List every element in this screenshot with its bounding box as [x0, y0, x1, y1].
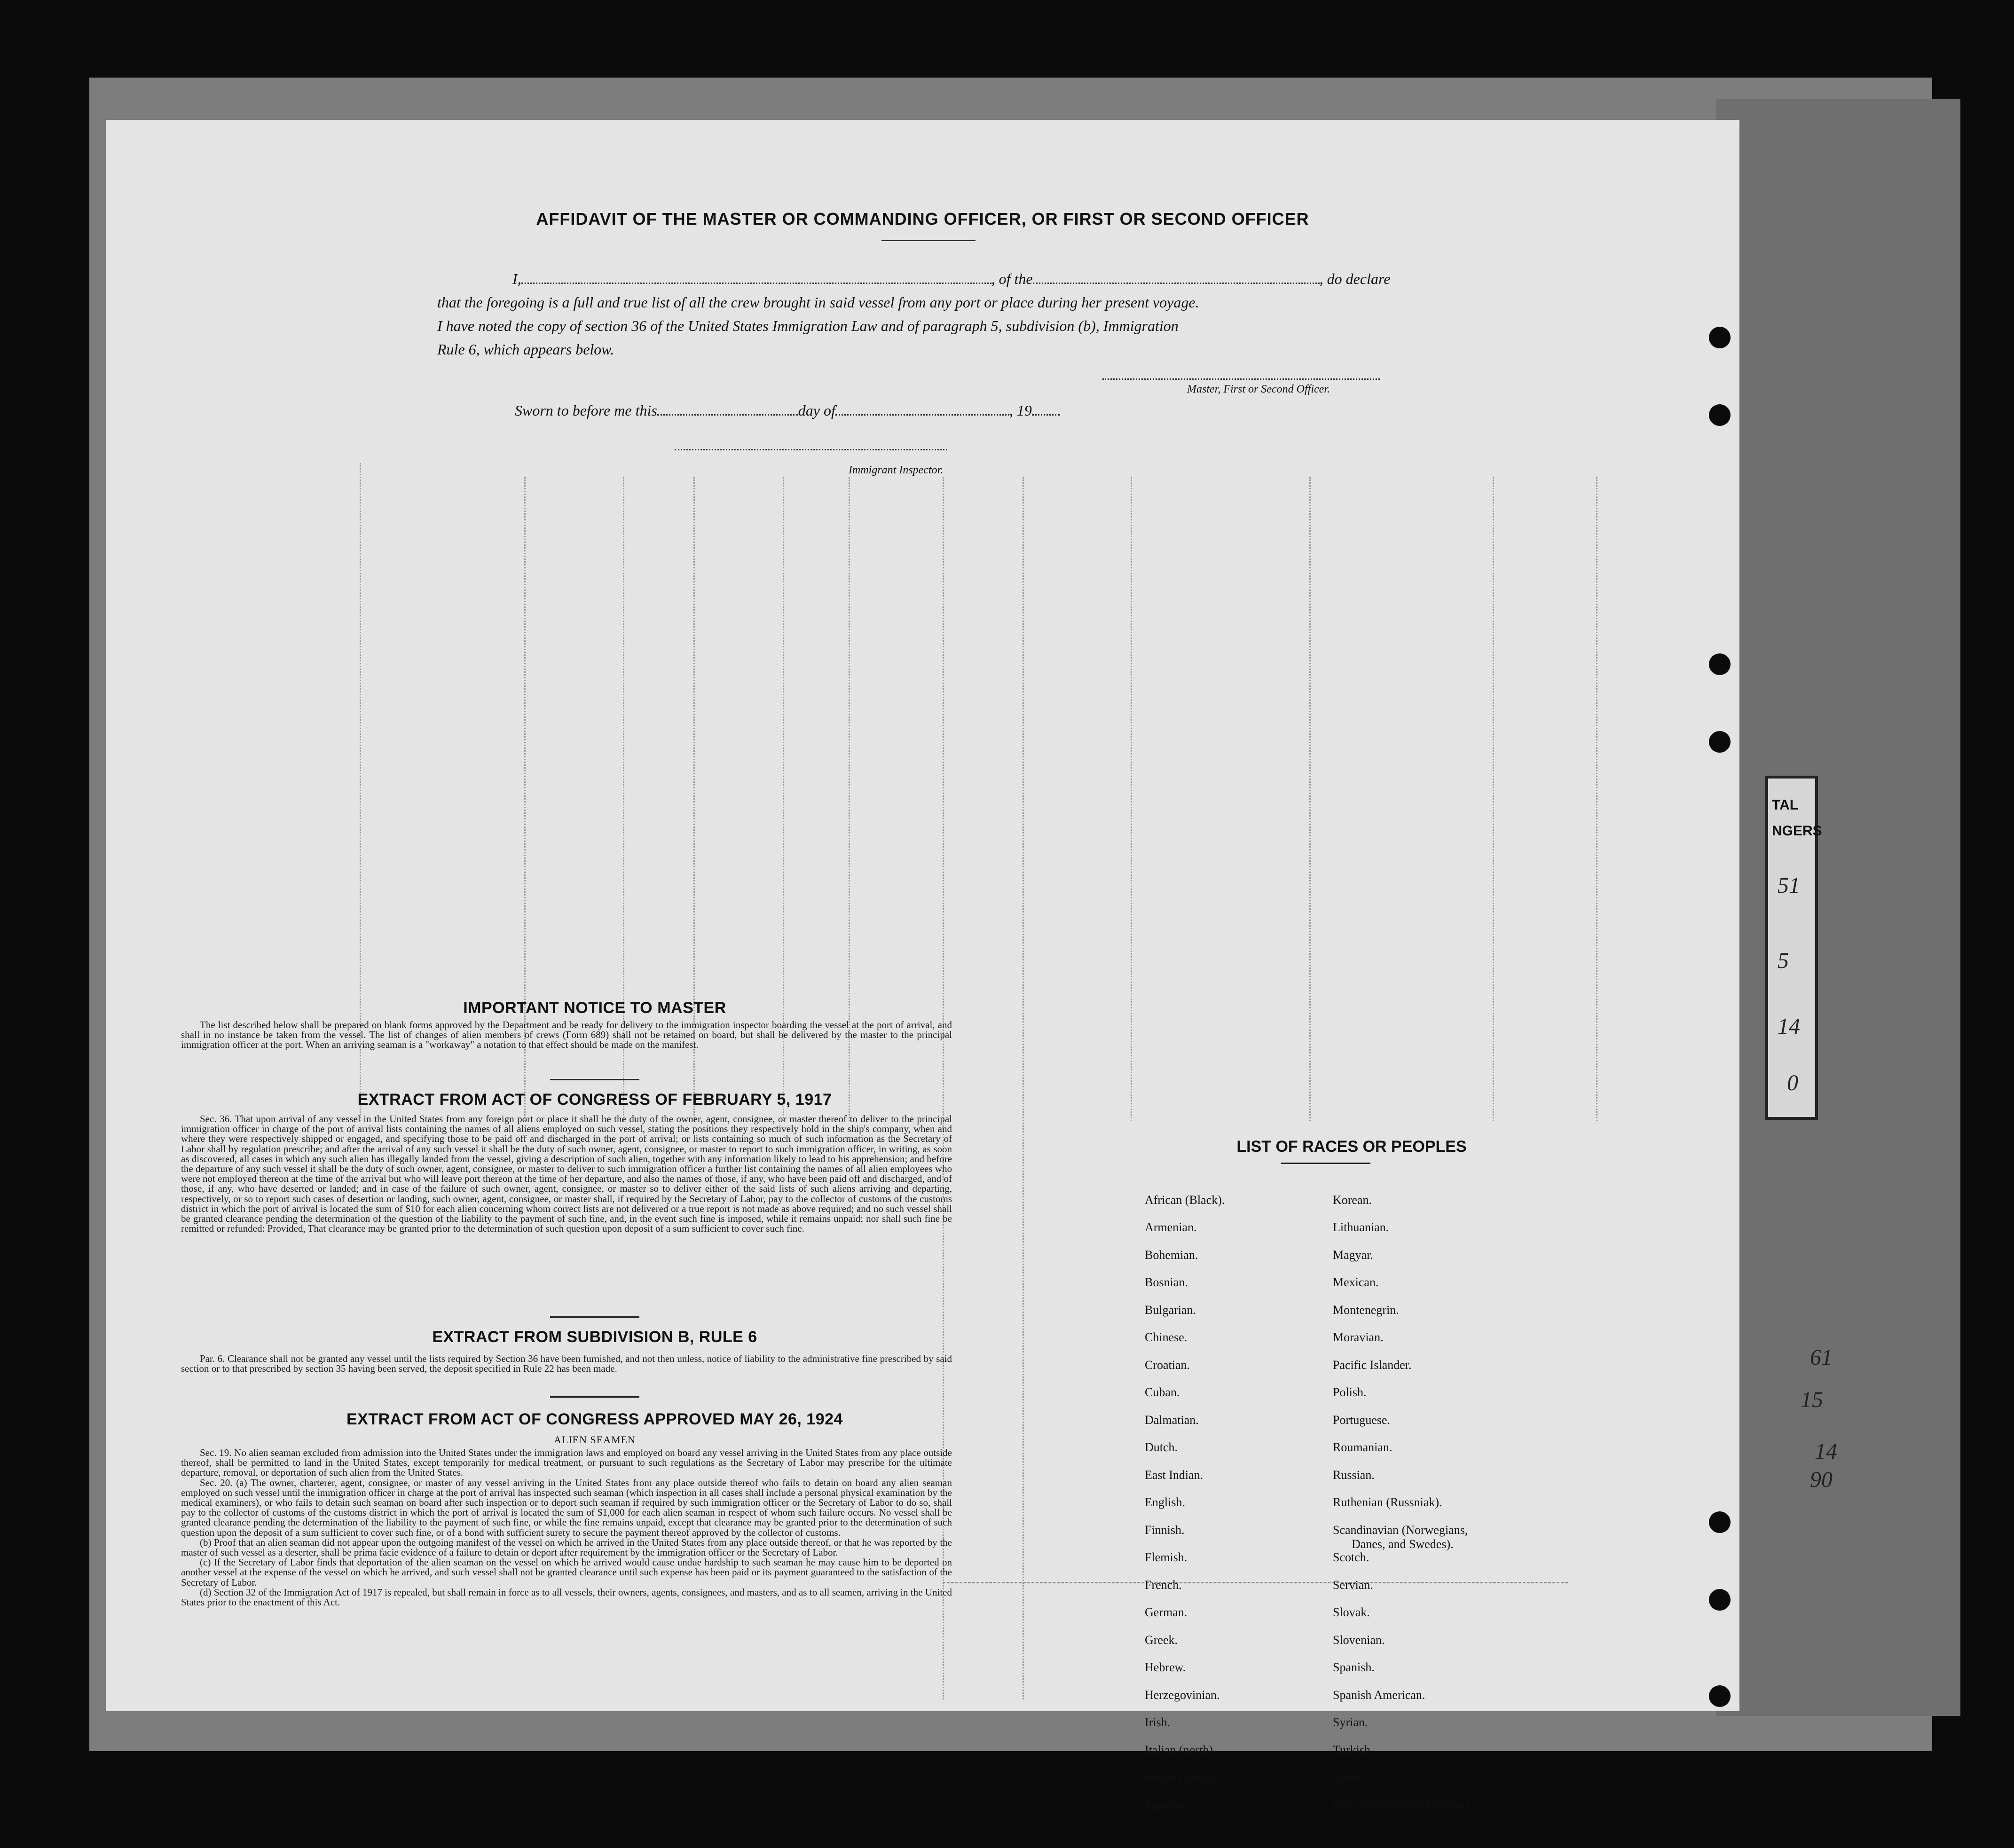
affidavit-do-declare: , do declare	[1319, 270, 1391, 287]
notice-body	[181, 1020, 952, 1050]
day-blank	[657, 404, 798, 416]
race-item: Irish.	[1145, 1715, 1171, 1729]
race-item: Italian (south).	[1145, 1770, 1217, 1784]
rule-6-body	[181, 1354, 952, 1374]
title-underline	[881, 240, 976, 241]
margin-number: 15	[1801, 1387, 1823, 1412]
race-item: French.	[1145, 1578, 1182, 1592]
punch-hole	[1709, 1685, 1731, 1707]
race-item: Scandinavian (Norwegians,	[1333, 1523, 1468, 1537]
section-divider	[550, 1316, 639, 1318]
race-item: Montenegrin.	[1333, 1303, 1399, 1317]
race-item: Turkish.	[1333, 1743, 1374, 1757]
alien-seamen-subtitle: ALIEN SEAMEN	[554, 1434, 636, 1446]
race-item: Bulgarian.	[1145, 1303, 1196, 1317]
race-item: Mexican.	[1333, 1275, 1379, 1289]
race-item: Spanish.	[1333, 1660, 1375, 1674]
notice-title: IMPORTANT NOTICE TO MASTER	[463, 999, 726, 1017]
race-item: Spanish American.	[1333, 1688, 1425, 1702]
race-item: Flemish.	[1145, 1550, 1188, 1564]
race-item: East Indian.	[1145, 1468, 1204, 1482]
grid-rule	[943, 1582, 1568, 1583]
sworn-line	[515, 402, 1060, 419]
race-item: Korean.	[1333, 1193, 1372, 1207]
rule-6-title: EXTRACT FROM SUBDIVISION B, RULE 6	[432, 1328, 757, 1346]
race-item: Scotch.	[1333, 1550, 1369, 1564]
margin-number: 61	[1810, 1345, 1833, 1370]
affidavit-line-2: that the foregoing is a full and true list of all the crew brought in said vessel from any port or place during her present voyage.	[437, 294, 1199, 311]
sec-20c-text: (c) If the Secretary of Labor finds that deportation of the alien seaman on the vessel on which he arrived would cause undue hardship to such seaman he may cause him to be deported on another vessel at the expense of the vessel on which he arrived, and such vessel shall not be granted clearance until such expense has been paid or its payment guaranteed to the satisfaction of the Secretary of Labor.	[181, 1557, 952, 1588]
race-item: German.	[1145, 1605, 1188, 1619]
race-item: Magyar.	[1333, 1248, 1373, 1262]
tab-number: 14	[1778, 1014, 1800, 1039]
race-item: Slovak.	[1333, 1605, 1370, 1619]
affidavit-title: AFFIDAVIT OF THE MASTER OR COMMANDING OFFICER, OR FIRST OR SECOND OFFICER	[536, 209, 1309, 228]
race-item: Hebrew.	[1145, 1660, 1186, 1674]
affidavit-line-3: I have noted the copy of section 36 of the United States Immigration Law and of paragraph 5, subdivision (b), Immigration	[437, 317, 1179, 334]
act-1924-title: EXTRACT FROM ACT OF CONGRESS APPROVED MAY 26, 1924	[346, 1410, 843, 1428]
race-item: Moravian.	[1333, 1330, 1384, 1344]
act-1917-title: EXTRACT FROM ACT OF CONGRESS OF FEBRUARY 5, 1917	[357, 1091, 832, 1109]
vessel-blank	[1033, 272, 1320, 284]
inspector-caption: Immigrant Inspector.	[849, 464, 944, 476]
act-1924-body	[181, 1448, 952, 1607]
sec-20a-text: Sec. 20. (a) The owner, charterer, agent, consignee, or master of any vessel arriving in the United States from any place outside thereof who fails to detain on board any alien seaman employed on such vessel until the immigration officer in charge at the port of arrival has inspected such seaman (which inspection in all cases shall include a personal physical examination by the medical examiners), or who fails to detain such seaman on board after such inspection or to deport such seaman if required by such immigration officer or the Secretary of Labor to do so, shall pay to the collector of customs of the customs district in which the port of arrival is located the sum of $1,000 for each alien seaman in respect of whom such failure occurs. No vessel shall be granted clearance pending the determination of the liability to the payment of such fine, or while the fine remains unpaid, except that clearance may be granted prior to the determination of such question upon the deposit of a sum sufficient to cover such fine, or of a bond with sufficient surety to secure the payment thereof approved by the collector of customs.	[181, 1477, 952, 1538]
race-item: Chinese.	[1145, 1330, 1188, 1344]
underlying-sheet-edge	[1716, 99, 1960, 1716]
race-item: Syrian.	[1333, 1715, 1368, 1729]
grid-rule	[1596, 477, 1597, 1121]
tab-word: TAL	[1772, 797, 1799, 813]
inspector-signature-line	[675, 449, 947, 450]
race-item: Ruthenian (Russniak).	[1333, 1495, 1442, 1509]
name-blank	[521, 272, 991, 284]
punch-hole	[1709, 653, 1731, 675]
section-divider	[550, 1396, 639, 1398]
act-1917-body	[181, 1114, 952, 1234]
punch-hole	[1709, 1511, 1731, 1533]
race-item: Polish.	[1333, 1385, 1367, 1399]
race-item: Russian.	[1333, 1468, 1375, 1482]
sec-36-text: Sec. 36. That upon arrival of any vessel in the United States from any foreign port or place it shall be the duty of the owner, agent, consignee, or master thereof to deliver to the principal immigration officer in charge of the port of arrival lists containing the names of all aliens employed on such vessel, stating the positions they respectively hold in the ship's company, when and where they were respectively shipped or engaged, and specifying those to be paid off and discharged in the port of arrival; or lists containing so much of such information as the Secretary of Labor shall by regulation prescribe; and after the arrival of any such vessel it shall be the duty of such owner, agent, consignee, or master to report to such immigration officer, in writing, as soon as discovered, all cases in which any such alien has illegally landed from the vessel, giving a description of such alien, together with any information likely to lead to his apprehension; and before the departure of any such vessel it shall be the duty of such owner, agent, consignee, or master to deliver to such immigration officer a further list containing the names of all alien employees who were not employed thereon at the time of the arrival but who will leave port thereon at the time of her departure, and also the names of those, if any, who have been paid off and discharged, and of those, if any, who have deserted or landed; and in case of the failure of such owner, agent, consignee, or master so to deliver either of the said lists of such aliens arriving and departing, respectively, or so to report such cases of desertion or landing, such owner, agent, consignee, or master shall, if required by the Secretary of Labor, pay to the collector of customs of the customs district in which the port of arrival is located the sum of $10 for each alien concerning whom correct lists are not delivered or a true report is not made as above required; and no such vessel shall be granted clearance pending the determination of the question of the liability to the payment of such fine, and, in the event such fine is imposed, while it remains unpaid; nor shall such fine be remitted or refunded: Provided, That clearance may be granted prior to the determination of such question upon deposit of a sum sufficient to cover such fine.	[181, 1113, 952, 1235]
race-item: West Indian (except Cuban)	[1333, 1798, 1470, 1812]
race-item: Pacific Islander.	[1333, 1358, 1412, 1372]
race-item: Armenian.	[1145, 1220, 1197, 1234]
tab-word: NGERS	[1772, 823, 1822, 839]
race-item: Croatian.	[1145, 1358, 1190, 1372]
race-item: Japanese.	[1145, 1798, 1191, 1812]
tab-number: 5	[1778, 948, 1789, 973]
punch-hole	[1709, 327, 1731, 348]
sec-19-text: Sec. 19. No alien seaman excluded from admission into the United States under the immigration laws and employed on board any vessel arriving in the United States from any place outside thereof, shall be permitted to land in the United States, except temporarily for medical treatment, or pursuant to such regulations as the Secretary of Labor may prescribe for the ultimate departure, removal, or deportation of such alien from the United States.	[181, 1447, 952, 1478]
year-blank	[1032, 404, 1060, 416]
race-item: Lithuanian.	[1333, 1220, 1389, 1234]
race-item: Dutch.	[1145, 1440, 1178, 1454]
month-blank	[835, 404, 1009, 416]
master-caption: Master, First or Second Officer.	[1187, 383, 1330, 395]
manifest-page	[106, 120, 1739, 1812]
grid-rule	[1309, 477, 1311, 1121]
punch-hole	[1709, 1589, 1731, 1611]
race-item: Roumanian.	[1333, 1440, 1392, 1454]
back-sheet-tab	[1765, 776, 1822, 1120]
race-item: Cuban.	[1145, 1385, 1180, 1399]
race-item: Slovenian.	[1333, 1633, 1385, 1647]
race-item: Danes, and Swedes).	[1352, 1537, 1454, 1551]
race-item: Bosnian.	[1145, 1275, 1188, 1289]
races-underline	[1281, 1163, 1370, 1164]
sec-20b-text: (b) Proof that an alien seaman did not appear upon the outgoing manifest of the vessel on which he arrived in the United States from any place outside thereof, or that he was reported by the master of such vessel as a deserter, shall be prima facie evidence of a failure to detain or deport after requirement by the immigration officer or the Secretary of Labor.	[181, 1536, 952, 1558]
affidavit-line-4: Rule 6, which appears below.	[437, 341, 614, 358]
affidavit-line-1	[512, 270, 1390, 288]
tab-number: 51	[1778, 873, 1800, 898]
year-prefix: , 19	[1009, 402, 1032, 419]
race-item: Greek.	[1145, 1633, 1178, 1647]
affidavit-i: I,	[512, 270, 521, 287]
race-item: Servian.	[1333, 1578, 1373, 1592]
margin-number: 90	[1810, 1467, 1833, 1492]
margin-number: 14	[1815, 1439, 1837, 1464]
punch-hole	[1709, 731, 1731, 753]
affidavit-of-the: , of the	[991, 270, 1033, 287]
sworn-text: Sworn to before me this	[515, 402, 657, 419]
grid-rule	[1493, 477, 1494, 1121]
grid-rule	[1131, 477, 1132, 1121]
race-item: Italian (north).	[1145, 1743, 1216, 1757]
race-item: Finnish.	[1145, 1523, 1185, 1537]
punch-hole	[1709, 404, 1731, 426]
notice-text: The list described below shall be prepared on blank forms approved by the Department and be ready for delivery to the immigration inspector boarding the vessel at the port of arrival, and shall in no instance be taken from the vessel. The list of changes of alien members of crews (Form 689) shall not be retained on board, but shall be delivered by the master to the principal immigration officer at the port. When an arriving seaman is a "workaway" a notation to that effect should be made on the manifest.	[181, 1019, 952, 1051]
race-item: Herzegovinian.	[1145, 1688, 1220, 1702]
race-item: Dalmatian.	[1145, 1413, 1199, 1427]
race-item: Welsh.	[1333, 1770, 1366, 1784]
day-of: day of	[798, 402, 835, 419]
race-item: African (Black).	[1145, 1193, 1225, 1207]
races-title: LIST OF RACES OR PEOPLES	[1236, 1138, 1467, 1156]
race-item: Bohemian.	[1145, 1248, 1198, 1262]
sec-20d-text: (d) Section 32 of the Immigration Act of 1917 is repealed, but shall remain in force as to all vessels, their owners, agents, consignees, and masters, and as to all seamen, arriving in the United States prior to the enactment of this Act.	[181, 1586, 952, 1608]
race-item: Portuguese.	[1333, 1413, 1391, 1427]
master-signature-line	[1102, 378, 1380, 380]
tab-number: 0	[1787, 1070, 1798, 1095]
race-item: English.	[1145, 1495, 1185, 1509]
section-divider	[550, 1079, 639, 1080]
par-6-text: Par. 6. Clearance shall not be granted any vessel until the lists required by Section 36 have been furnished, and not then unless, notice of liability to the administrative fine prescribed by said section or to that prescribed by section 35 having been served, the deposit specified in Rule 22 has been made.	[181, 1353, 952, 1375]
grid-rule	[1023, 477, 1024, 1699]
